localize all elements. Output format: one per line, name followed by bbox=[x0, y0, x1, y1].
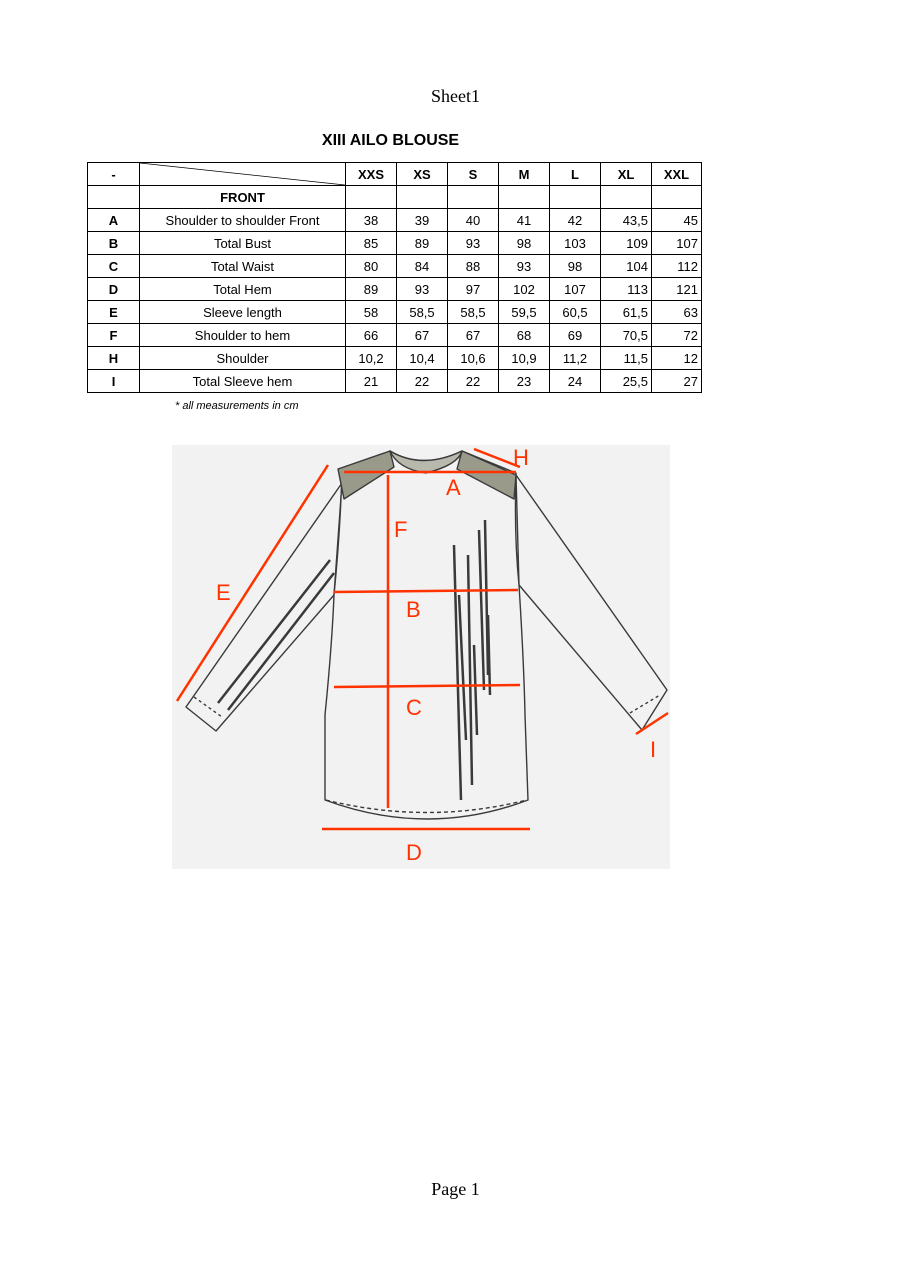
value-cell: 10,6 bbox=[448, 347, 499, 370]
size-header-m: M bbox=[499, 163, 550, 186]
value-cell: 11,5 bbox=[601, 347, 652, 370]
size-header-xs: XS bbox=[397, 163, 448, 186]
sheet-title: Sheet1 bbox=[431, 86, 480, 106]
value-cell: 67 bbox=[448, 324, 499, 347]
size-header-row bbox=[88, 163, 702, 186]
value-cell: 107 bbox=[652, 232, 702, 255]
empty-cell bbox=[88, 186, 140, 209]
value-cell: 102 bbox=[499, 278, 550, 301]
row-label: Sleeve length bbox=[140, 301, 346, 324]
empty-cell bbox=[601, 186, 652, 209]
label-i: I bbox=[650, 737, 657, 762]
page-number: Page 1 bbox=[431, 1179, 480, 1199]
value-cell: 104 bbox=[601, 255, 652, 278]
value-cell: 42 bbox=[550, 209, 601, 232]
value-cell: 84 bbox=[397, 255, 448, 278]
value-cell: 63 bbox=[652, 301, 702, 324]
section-label: FRONT bbox=[140, 186, 346, 209]
table-row bbox=[88, 209, 702, 232]
blouse-illustration bbox=[172, 445, 670, 869]
value-cell: 112 bbox=[652, 255, 702, 278]
value-cell: 24 bbox=[550, 370, 601, 393]
row-code: C bbox=[88, 255, 140, 278]
value-cell: 70,5 bbox=[601, 324, 652, 347]
label-b: B bbox=[406, 597, 421, 622]
size-header-xl: XL bbox=[601, 163, 652, 186]
label-e: E bbox=[216, 580, 231, 605]
value-cell: 60,5 bbox=[550, 301, 601, 324]
label-d: D bbox=[406, 840, 422, 865]
label-a: A bbox=[446, 475, 461, 500]
corner-cell: - bbox=[88, 163, 140, 186]
value-cell: 59,5 bbox=[499, 301, 550, 324]
label-c: C bbox=[406, 695, 422, 720]
value-cell: 10,2 bbox=[346, 347, 397, 370]
empty-cell bbox=[499, 186, 550, 209]
row-code: D bbox=[88, 278, 140, 301]
size-header-s: S bbox=[448, 163, 499, 186]
measurement-note: * all measurements in cm bbox=[175, 400, 299, 412]
blouse-diagram bbox=[172, 445, 670, 869]
value-cell: 93 bbox=[397, 278, 448, 301]
value-cell: 22 bbox=[397, 370, 448, 393]
value-cell: 68 bbox=[499, 324, 550, 347]
row-label: Shoulder to shoulder Front bbox=[140, 209, 346, 232]
value-cell: 12 bbox=[652, 347, 702, 370]
value-cell: 41 bbox=[499, 209, 550, 232]
value-cell: 61,5 bbox=[601, 301, 652, 324]
size-table bbox=[87, 162, 702, 393]
table-row bbox=[88, 324, 702, 347]
table-row bbox=[88, 370, 702, 393]
value-cell: 109 bbox=[601, 232, 652, 255]
value-cell: 11,2 bbox=[550, 347, 601, 370]
table-row bbox=[88, 232, 702, 255]
diagonal-divider bbox=[140, 163, 345, 185]
value-cell: 85 bbox=[346, 232, 397, 255]
value-cell: 45 bbox=[652, 209, 702, 232]
value-cell: 22 bbox=[448, 370, 499, 393]
value-cell: 113 bbox=[601, 278, 652, 301]
value-cell: 58 bbox=[346, 301, 397, 324]
value-cell: 69 bbox=[550, 324, 601, 347]
row-label: Shoulder bbox=[140, 347, 346, 370]
value-cell: 67 bbox=[397, 324, 448, 347]
value-cell: 39 bbox=[397, 209, 448, 232]
row-code: E bbox=[88, 301, 140, 324]
row-code: F bbox=[88, 324, 140, 347]
value-cell: 58,5 bbox=[448, 301, 499, 324]
value-cell: 89 bbox=[346, 278, 397, 301]
label-h: H bbox=[513, 445, 529, 470]
size-header-xxs: XXS bbox=[346, 163, 397, 186]
row-label: Total Sleeve hem bbox=[140, 370, 346, 393]
right-sleeve-outline bbox=[516, 475, 667, 730]
value-cell: 72 bbox=[652, 324, 702, 347]
row-code: I bbox=[88, 370, 140, 393]
empty-cell bbox=[397, 186, 448, 209]
value-cell: 58,5 bbox=[397, 301, 448, 324]
value-cell: 88 bbox=[448, 255, 499, 278]
row-label: Total Hem bbox=[140, 278, 346, 301]
label-f: F bbox=[394, 517, 408, 542]
row-code: A bbox=[88, 209, 140, 232]
row-code: B bbox=[88, 232, 140, 255]
value-cell: 107 bbox=[550, 278, 601, 301]
diagonal-header-cell bbox=[140, 163, 346, 186]
empty-cell bbox=[448, 186, 499, 209]
value-cell: 103 bbox=[550, 232, 601, 255]
left-sleeve-outline bbox=[186, 483, 342, 731]
value-cell: 27 bbox=[652, 370, 702, 393]
value-cell: 98 bbox=[550, 255, 601, 278]
value-cell: 89 bbox=[397, 232, 448, 255]
value-cell: 38 bbox=[346, 209, 397, 232]
empty-cell bbox=[550, 186, 601, 209]
value-cell: 10,4 bbox=[397, 347, 448, 370]
value-cell: 43,5 bbox=[601, 209, 652, 232]
value-cell: 10,9 bbox=[499, 347, 550, 370]
value-cell: 21 bbox=[346, 370, 397, 393]
value-cell: 121 bbox=[652, 278, 702, 301]
value-cell: 80 bbox=[346, 255, 397, 278]
table-row bbox=[88, 347, 702, 370]
value-cell: 93 bbox=[499, 255, 550, 278]
value-cell: 98 bbox=[499, 232, 550, 255]
table-row bbox=[88, 301, 702, 324]
row-label: Shoulder to hem bbox=[140, 324, 346, 347]
value-cell: 40 bbox=[448, 209, 499, 232]
value-cell: 23 bbox=[499, 370, 550, 393]
empty-cell bbox=[652, 186, 702, 209]
table-row bbox=[88, 255, 702, 278]
table-row bbox=[88, 278, 702, 301]
value-cell: 66 bbox=[346, 324, 397, 347]
size-header-xxl: XXL bbox=[652, 163, 702, 186]
row-code: H bbox=[88, 347, 140, 370]
size-header-l: L bbox=[550, 163, 601, 186]
row-label: Total Waist bbox=[140, 255, 346, 278]
body-outline bbox=[325, 451, 528, 819]
value-cell: 25,5 bbox=[601, 370, 652, 393]
row-label: Total Bust bbox=[140, 232, 346, 255]
section-row bbox=[88, 186, 702, 209]
value-cell: 97 bbox=[448, 278, 499, 301]
document-title: XIII AILO BLOUSE bbox=[321, 132, 460, 149]
value-cell: 93 bbox=[448, 232, 499, 255]
empty-cell bbox=[346, 186, 397, 209]
